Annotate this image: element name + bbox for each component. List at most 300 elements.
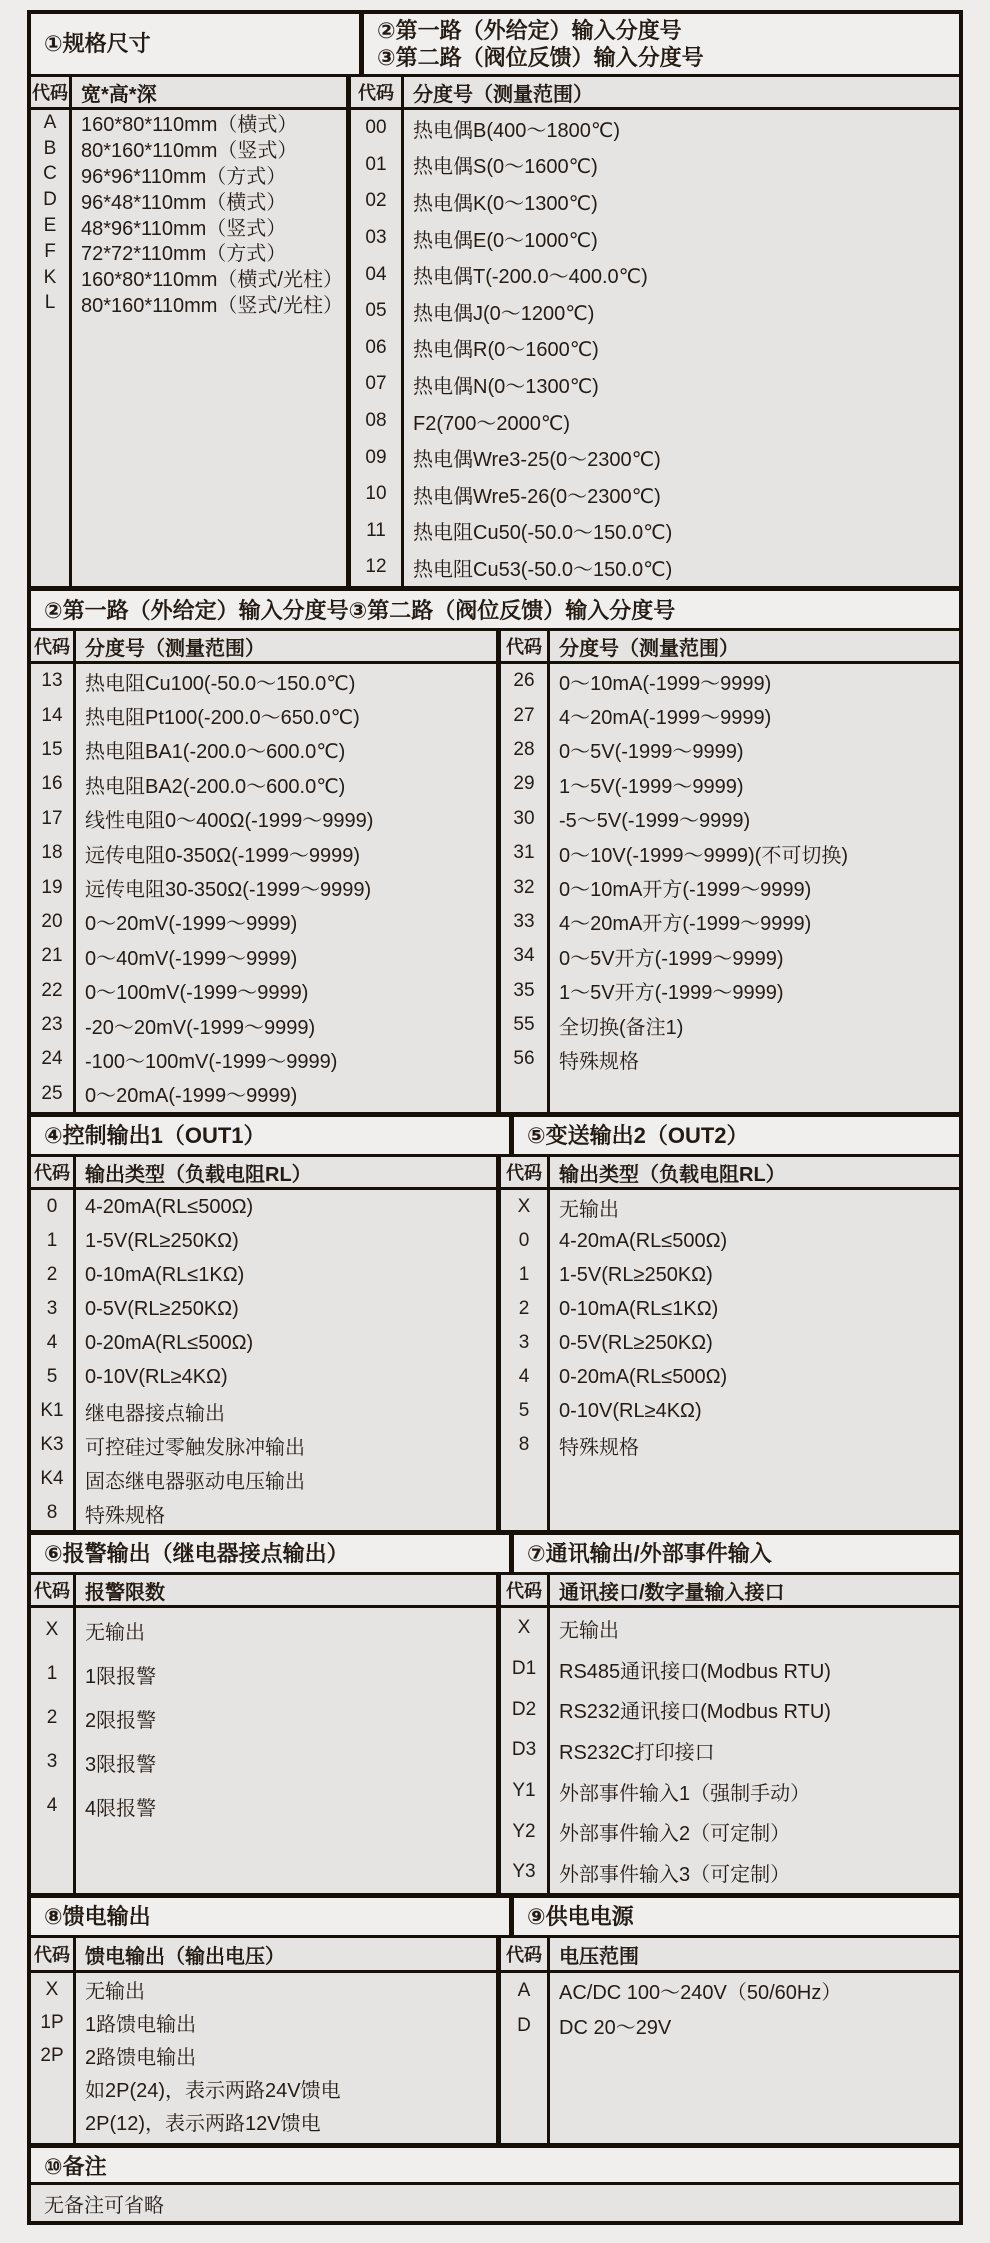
s23a-rows: [346, 110, 959, 586]
row-code: 14: [41, 704, 63, 726]
table-row: [31, 2006, 496, 2039]
row-desc: 热电阻Cu50(-50.0～150.0℃): [413, 522, 673, 545]
row-code: 29: [513, 773, 535, 795]
ordering-spec-table: [27, 10, 963, 2225]
row-code: D3: [511, 1739, 537, 1761]
s1-column-headers: [31, 77, 346, 107]
table-row: [501, 870, 959, 904]
row-code: 21: [41, 945, 63, 967]
row-desc: 热电偶Wre5-26(0～2300℃): [413, 485, 661, 508]
row-code: Y1: [512, 1780, 536, 1802]
row-desc: 外部事件输入2（可定制）: [559, 1823, 791, 1846]
table-row: [31, 1740, 496, 1784]
row-desc: 4～20mA开方(-1999～9999): [559, 913, 812, 936]
row-desc: 特殊规格: [559, 1436, 639, 1459]
table-row: [351, 293, 959, 330]
row-code: F: [44, 240, 56, 262]
row-code: D: [517, 2014, 531, 2036]
row-code: 5: [46, 1366, 58, 1387]
row-desc: 热电偶K(0～1300℃): [413, 192, 598, 215]
table-row: [501, 974, 959, 1008]
s23b-left-rows: [31, 664, 496, 1112]
s6-desc-header: 报警限数: [85, 1581, 165, 1604]
section23-title: [359, 14, 959, 74]
row-desc: 0～5V开方(-1999～9999): [559, 947, 784, 970]
row-desc: 热电阻BA1(-200.0～600.0℃): [85, 741, 346, 764]
table-row: [501, 1224, 959, 1258]
table-row: [31, 2105, 496, 2138]
row-desc: 热电阻Pt100(-200.0～650.0℃): [85, 707, 360, 730]
row-desc: 无输出: [559, 1198, 619, 1221]
row-code: 3: [46, 1751, 58, 1772]
row-code: 1P: [40, 2011, 64, 2033]
table-row: [351, 439, 959, 476]
table-row: [31, 1652, 496, 1696]
row-code: [31, 2072, 73, 2105]
table-row: [31, 162, 346, 188]
table-row: [31, 2072, 496, 2105]
row-code: 31: [513, 842, 535, 864]
s8-column-headers: [31, 1938, 496, 1970]
table-row: [501, 698, 959, 732]
row-desc: RS232C打印接口: [559, 1741, 715, 1764]
s5-desc-header: 输出类型（负载电阻RL）: [559, 1163, 786, 1186]
band-title-s6-s7: [31, 1530, 959, 1572]
table-row: [31, 870, 496, 904]
row-desc: AC/DC 100～240V（50/60Hz）: [559, 1982, 842, 2004]
row-code: 1: [46, 1230, 58, 1251]
section10-title: ⑩备注: [44, 2153, 107, 2179]
row-desc: 4-20mA(RL≤500Ω): [559, 1229, 728, 1252]
table-row: [501, 1689, 959, 1730]
s7-code-header: 代码: [506, 1581, 542, 1601]
row-desc: 0-10mA(RL≤1KΩ): [85, 1263, 245, 1286]
row-desc: 0-20mA(RL≤500Ω): [85, 1331, 254, 1354]
row-desc: 1-5V(RL≥250KΩ): [85, 1229, 239, 1252]
row-code: C: [43, 163, 57, 185]
row-code: 02: [365, 190, 387, 212]
section3-title-line: ③第二路（阀位反馈）输入分度号: [377, 45, 704, 70]
row-code: 3: [518, 1332, 530, 1353]
s1-code-header: 代码: [32, 83, 68, 103]
row-desc: 2路馈电输出: [85, 2047, 197, 2069]
band-colheaders-s4-s5: [31, 1154, 959, 1187]
table-row: [31, 213, 346, 239]
table-row: [31, 974, 496, 1008]
s1-desc-header: 宽*高*深: [81, 83, 157, 106]
row-code: B: [43, 137, 57, 159]
s23b-right-column-headers: [496, 631, 959, 661]
s8-desc-header: 馈电输出（输出电压）: [85, 1945, 285, 1968]
row-desc: 0～40mV(-1999～9999): [85, 947, 298, 970]
table-row: [31, 265, 346, 291]
row-code: 3: [46, 1298, 58, 1319]
table-row: [31, 664, 496, 698]
table-row: [31, 1973, 496, 2006]
s7-rows: [496, 1608, 959, 1893]
row-desc: 热电阻Cu53(-50.0～150.0℃): [413, 558, 673, 581]
table-row: [31, 767, 496, 801]
row-desc: 1-5V(RL≥250KΩ): [559, 1263, 713, 1286]
table-row: [31, 1224, 496, 1258]
row-desc: 0～10V(-1999～9999)(不可切换): [559, 844, 848, 867]
table-row: [31, 2039, 496, 2072]
section5-title-text: ⑤变送输出2（OUT2）: [527, 1122, 749, 1148]
table-row: [501, 836, 959, 870]
band-body-s1-s23: [31, 107, 959, 586]
band-colheaders-s1-s23: [31, 74, 959, 107]
table-row: [501, 1771, 959, 1812]
row-code: 8: [46, 1502, 58, 1523]
table-row: [31, 698, 496, 732]
row-desc: 1～5V(-1999～9999): [559, 775, 744, 798]
s5-code-header: 代码: [506, 1163, 542, 1183]
row-code: 17: [41, 807, 63, 829]
row-code: 33: [513, 910, 535, 932]
row-desc: 全切换(备注1): [559, 1016, 684, 1039]
row-desc: DC 20～29V: [559, 2017, 672, 2039]
table-row: [501, 767, 959, 801]
row-desc: 0～100mV(-1999～9999): [85, 982, 309, 1005]
table-row: [31, 836, 496, 870]
row-code: 2: [46, 1707, 58, 1728]
table-row: [31, 1326, 496, 1360]
row-code: 15: [41, 738, 63, 760]
row-code: 05: [365, 300, 387, 322]
row-code: 18: [41, 842, 63, 864]
row-desc: 4限报警: [85, 1797, 157, 1820]
table-row: [501, 2008, 959, 2043]
table-row: [31, 1042, 496, 1076]
row-code: K1: [40, 1400, 64, 1421]
row-code: 26: [513, 670, 535, 692]
row-code: 16: [41, 773, 63, 795]
row-code: A: [43, 111, 57, 133]
row-code: A: [517, 1979, 531, 2001]
row-code: 13: [41, 670, 63, 692]
row-code: X: [45, 1978, 59, 2000]
row-desc: 0-5V(RL≥250KΩ): [85, 1297, 239, 1320]
row-code: D1: [511, 1658, 537, 1680]
s9-code-header: 代码: [506, 1945, 542, 1965]
s23b-left-code-header: 代码: [34, 637, 70, 657]
row-desc: 0～10mA(-1999～9999): [559, 672, 772, 695]
row-code: 01: [365, 153, 387, 175]
s23b-left-column-headers: [31, 631, 496, 661]
row-code: [31, 2105, 73, 2138]
row-desc: 96*96*110mm（方式）: [81, 166, 287, 188]
row-code: 1: [518, 1264, 530, 1285]
table-row: [501, 1852, 959, 1893]
table-row: [31, 1496, 496, 1530]
table-row: [501, 1008, 959, 1042]
row-desc: 96*48*110mm（横式）: [81, 191, 287, 214]
band-colheaders-s8-s9: [31, 1935, 959, 1970]
row-code: 04: [365, 263, 387, 285]
band-title-s4-s5: [31, 1112, 959, 1154]
band-colheaders-s6-s7: [31, 1572, 959, 1605]
row-code: K4: [40, 1468, 64, 1489]
row-desc: 固态继电器驱动电压输出: [85, 1470, 305, 1493]
row-code: X: [45, 1619, 59, 1640]
row-desc: 48*96*110mm（竖式）: [81, 217, 287, 239]
s9-desc-header: 电压范围: [559, 1945, 639, 1968]
row-code: D2: [511, 1698, 537, 1720]
s23a-code-header: 代码: [358, 83, 394, 103]
table-row: [351, 183, 959, 220]
table-row: [501, 1649, 959, 1690]
row-code: 09: [365, 446, 387, 468]
row-code: 34: [513, 945, 535, 967]
row-desc: 可控硅过零触发脉冲输出: [85, 1436, 305, 1459]
row-desc: 0～10mA开方(-1999～9999): [559, 879, 812, 902]
band-note-s10: [31, 2182, 959, 2221]
s9-rows: [496, 1973, 959, 2143]
row-desc: -5～5V(-1999～9999): [559, 810, 751, 833]
table-row: [351, 513, 959, 550]
row-code: X: [517, 1617, 531, 1639]
row-desc: 热电偶B(400～1800℃): [413, 119, 620, 142]
band-title-s10: [31, 2143, 959, 2182]
table-row: [501, 1973, 959, 2008]
s6-rows: [31, 1608, 496, 1893]
table-row: [31, 1360, 496, 1394]
row-code: 12: [365, 556, 387, 578]
row-code: 11: [366, 519, 386, 541]
table-row: [31, 1784, 496, 1828]
table-row: [501, 905, 959, 939]
row-desc: 4-20mA(RL≤500Ω): [85, 1195, 254, 1218]
table-row: [501, 1730, 959, 1771]
row-code: 0: [518, 1230, 530, 1251]
s23a-desc-header: 分度号（测量范围）: [413, 83, 593, 106]
row-code: K: [43, 266, 57, 288]
table-row: [501, 1360, 959, 1394]
row-desc: 1限报警: [85, 1665, 157, 1688]
row-desc: 3限报警: [85, 1753, 157, 1776]
row-desc: 0-5V(RL≥250KΩ): [559, 1331, 713, 1354]
band-body-s8-s9: [31, 1970, 959, 2143]
row-desc: 0～20mA(-1999～9999): [85, 1085, 298, 1108]
row-code: 19: [41, 876, 63, 898]
table-row: [501, 1258, 959, 1292]
s7-column-headers: [496, 1575, 959, 1605]
row-desc: 热电偶S(0～1600℃): [413, 156, 598, 179]
row-code: 06: [365, 336, 387, 358]
table-row: [501, 1292, 959, 1326]
row-code: X: [517, 1196, 531, 1217]
row-code: 20: [41, 910, 63, 932]
row-desc: 热电阻BA2(-200.0～600.0℃): [85, 775, 346, 798]
row-code: 10: [365, 483, 387, 505]
row-desc: RS485通讯接口(Modbus RTU): [559, 1660, 831, 1683]
row-desc: 0～20mV(-1999～9999): [85, 913, 298, 936]
row-code: 8: [518, 1434, 530, 1455]
band-colheaders-s23b: [31, 628, 959, 661]
band-title-s23b: [31, 586, 959, 628]
row-code: 5: [518, 1400, 530, 1421]
table-row: [351, 476, 959, 513]
table-row: [31, 1292, 496, 1326]
table-row: [501, 1326, 959, 1360]
section9-title: [509, 1898, 959, 1935]
table-row: [501, 1608, 959, 1649]
row-desc: 2P(12)，表示两路12V馈电: [85, 2113, 321, 2135]
row-desc: 0-20mA(RL≤500Ω): [559, 1365, 728, 1388]
row-desc: 热电偶N(0～1300℃): [413, 375, 599, 398]
table-row: [31, 1428, 496, 1462]
row-desc: 4～20mA(-1999～9999): [559, 707, 772, 730]
table-row: [351, 403, 959, 440]
row-code: 2: [518, 1298, 530, 1319]
row-code: Y3: [512, 1861, 536, 1883]
row-code: 28: [513, 738, 535, 760]
table-row: [31, 1608, 496, 1652]
s23a-column-headers: [346, 77, 959, 107]
table-row: [31, 1258, 496, 1292]
section7-title-text: ⑦通讯输出/外部事件输入: [527, 1540, 772, 1566]
row-desc: 1～5V开方(-1999～9999): [559, 982, 784, 1005]
s5-column-headers: [496, 1157, 959, 1187]
table-row: [501, 1190, 959, 1224]
s4-column-headers: [31, 1157, 496, 1187]
row-code: 08: [365, 410, 387, 432]
table-row: [31, 239, 346, 265]
table-row: [31, 1696, 496, 1740]
section2-title-line: ②第一路（外给定）输入分度号: [377, 17, 682, 43]
row-code: 23: [41, 1014, 63, 1036]
section6-title: [31, 1535, 509, 1572]
row-code: 0: [46, 1196, 58, 1217]
row-desc: 0～5V(-1999～9999): [559, 741, 744, 764]
row-desc: 远传电阻30-350Ω(-1999～9999): [85, 879, 372, 902]
table-row: [31, 802, 496, 836]
s7-desc-header: 通讯接口/数字量输入接口: [559, 1581, 785, 1604]
row-code: 1: [46, 1663, 58, 1684]
row-desc: 如2P(24)，表示两路24V馈电: [85, 2080, 341, 2102]
row-code: 27: [513, 704, 535, 726]
row-desc: 热电偶Wre3-25(0～2300℃): [413, 449, 661, 472]
table-row: [351, 220, 959, 257]
s23b-right-code-header: 代码: [506, 637, 542, 657]
row-desc: 热电偶R(0～1600℃): [413, 339, 599, 362]
table-row: [501, 802, 959, 836]
row-desc: -100～100mV(-1999～9999): [85, 1050, 338, 1073]
row-code: D: [43, 189, 57, 211]
table-row: [31, 1462, 496, 1496]
row-desc: 160*80*110mm（横式）: [81, 114, 298, 136]
table-row: [501, 1042, 959, 1076]
row-desc: 远传电阻0-350Ω(-1999～9999): [85, 844, 361, 867]
s8-code-header: 代码: [34, 1945, 70, 1965]
row-code: 56: [513, 1048, 535, 1070]
s6-code-header: 代码: [34, 1581, 70, 1601]
table-row: [31, 136, 346, 162]
row-code: 2: [46, 1264, 58, 1285]
section6-title-text: ⑥报警输出（继电器接点输出）: [44, 1540, 349, 1566]
band-body-s4-s5: [31, 1187, 959, 1530]
s9-column-headers: [496, 1938, 959, 1970]
table-row: [501, 1811, 959, 1852]
row-desc: 无输出: [85, 1981, 145, 2003]
row-code: 55: [513, 1014, 535, 1036]
table-row: [31, 1077, 496, 1111]
row-desc: 0-10V(RL≥4KΩ): [559, 1399, 702, 1422]
table-row: [351, 256, 959, 293]
row-desc: 无输出: [559, 1619, 619, 1642]
s8-rows: [31, 1973, 496, 2143]
row-code: 32: [513, 876, 535, 898]
table-row: [31, 939, 496, 973]
row-desc: 继电器接点输出: [85, 1402, 225, 1425]
table-row: [501, 664, 959, 698]
row-code: 24: [41, 1048, 63, 1070]
row-desc: 80*160*110mm（竖式/光柱）: [81, 294, 343, 317]
row-desc: 特殊规格: [559, 1050, 639, 1073]
row-desc: 外部事件输入3（可定制）: [559, 1863, 791, 1886]
row-desc: 热电偶E(0～1000℃): [413, 229, 598, 252]
table-row: [351, 110, 959, 147]
row-code: 22: [41, 979, 63, 1001]
table-row: [31, 905, 496, 939]
row-desc: RS232通讯接口(Modbus RTU): [559, 1701, 831, 1724]
section10-note: 无备注可省略: [44, 2194, 164, 2217]
section4-title-text: ④控制输出1（OUT1）: [44, 1122, 266, 1148]
table-row: [31, 187, 346, 213]
row-desc: 0-10V(RL≥4KΩ): [85, 1365, 228, 1388]
table-row: [31, 1394, 496, 1428]
table-row: [351, 147, 959, 184]
row-desc: 热电偶J(0～1200℃): [413, 302, 595, 325]
table-row: [351, 366, 959, 403]
row-desc: 2限报警: [85, 1709, 157, 1732]
table-row: [501, 939, 959, 973]
section23b-title: ②第一路（外给定）输入分度号③第二路（阀位反馈）输入分度号: [44, 598, 676, 623]
row-code: 00: [365, 117, 387, 139]
row-desc: 1路馈电输出: [85, 2014, 197, 2036]
band-body-s23b: [31, 661, 959, 1112]
s23b-right-rows: [496, 664, 959, 1112]
row-code: Y2: [512, 1820, 536, 1842]
row-desc: F2(700～2000℃): [413, 412, 570, 435]
table-row: [351, 330, 959, 367]
s4-rows: [31, 1190, 496, 1530]
row-desc: 80*160*110mm（竖式）: [81, 140, 298, 162]
table-row: [31, 1008, 496, 1042]
row-code: L: [44, 292, 56, 314]
section1-title-text: ①规格尺寸: [44, 31, 151, 57]
row-code: 4: [46, 1332, 58, 1353]
section7-title: [509, 1535, 959, 1572]
row-desc: 热电偶T(-200.0～400.0℃): [413, 266, 648, 289]
row-code: 4: [46, 1795, 58, 1816]
band-title-s8-s9: [31, 1893, 959, 1935]
s23b-left-desc-header: 分度号（测量范围）: [85, 637, 265, 660]
table-row: [351, 549, 959, 586]
row-desc: 外部事件输入1（强制手动）: [559, 1782, 811, 1805]
row-desc: 热电阻Cu100(-50.0～150.0℃): [85, 672, 356, 695]
section5-title: [509, 1117, 959, 1154]
band-title-s1-s23: [31, 14, 959, 74]
row-code: 2P: [40, 2044, 64, 2066]
row-code: 30: [513, 807, 535, 829]
s5-rows: [496, 1190, 959, 1530]
band-body-s6-s7: [31, 1605, 959, 1893]
table-row: [501, 733, 959, 767]
table-row: [31, 733, 496, 767]
section4-title: [31, 1117, 509, 1154]
row-code: K3: [40, 1434, 64, 1455]
